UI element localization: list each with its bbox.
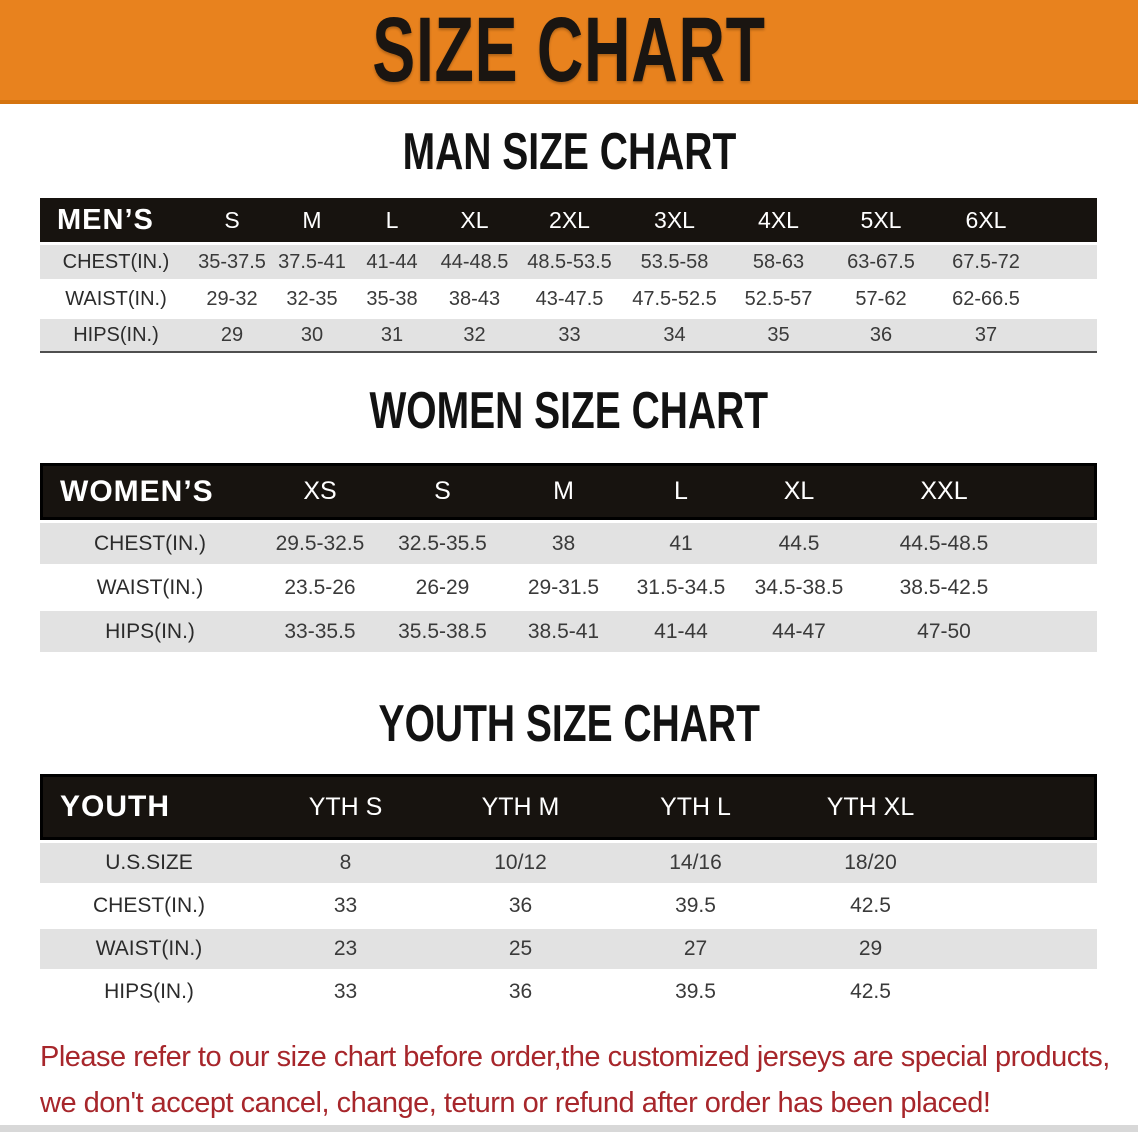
size-value: 67.5-72	[932, 242, 1040, 279]
size-value: 63-67.5	[830, 242, 932, 279]
size-column-header: M	[505, 463, 622, 520]
size-value: 58-63	[727, 242, 830, 279]
size-value: 8	[258, 840, 433, 883]
size-value: 38.5-41	[505, 608, 622, 652]
size-value: 44-48.5	[432, 242, 517, 279]
size-value: 23	[258, 926, 433, 969]
row-label: U.S.SIZE	[40, 840, 258, 883]
size-value: 42.5	[783, 883, 958, 926]
filler-cell	[1030, 564, 1097, 608]
size-value: 33	[258, 969, 433, 1012]
size-header-row	[40, 198, 1097, 242]
size-value: 41-44	[622, 608, 740, 652]
size-column-header: YTH S	[258, 774, 433, 840]
size-value: 27	[608, 926, 783, 969]
size-header-row	[40, 463, 1097, 520]
size-value: 31	[352, 316, 432, 353]
section-heading	[0, 695, 1138, 753]
filler-cell	[1030, 463, 1097, 520]
size-column-header: S	[380, 463, 505, 520]
section-heading	[0, 123, 1138, 181]
section-heading	[0, 382, 1138, 440]
size-value: 30	[272, 316, 352, 353]
disclaimer-line-2: we don't accept cancel, change, teturn or refund after order has been placed!	[40, 1087, 991, 1119]
size-value: 48.5-53.5	[517, 242, 622, 279]
filler-cell	[1040, 279, 1097, 316]
size-value: 38	[505, 520, 622, 564]
size-section-1	[0, 382, 1138, 652]
filler-cell	[1030, 608, 1097, 652]
table-group-label: WOMEN’S	[40, 463, 260, 520]
size-column-header: YTH M	[433, 774, 608, 840]
size-section-2	[0, 695, 1138, 1012]
section-heading-text: YOUTH SIZE CHART	[378, 695, 760, 753]
size-value: 10/12	[433, 840, 608, 883]
measurement-row	[40, 926, 1097, 969]
disclaimer-line-1: Please refer to our size chart before order,the customized jerseys are special products,	[40, 1041, 1110, 1073]
size-value: 62-66.5	[932, 279, 1040, 316]
size-table	[40, 463, 1097, 652]
size-value: 29-32	[192, 279, 272, 316]
size-value: 42.5	[783, 969, 958, 1012]
table-group-label: MEN’S	[40, 198, 192, 242]
measurement-row	[40, 969, 1097, 1012]
size-value: 35.5-38.5	[380, 608, 505, 652]
row-label: HIPS(IN.)	[40, 969, 258, 1012]
size-value: 33-35.5	[260, 608, 380, 652]
measurement-row	[40, 242, 1097, 279]
filler-cell	[1040, 242, 1097, 279]
size-column-header: XL	[432, 198, 517, 242]
size-value: 34	[622, 316, 727, 353]
disclaimer-text	[40, 1034, 1138, 1126]
size-column-header: XL	[740, 463, 858, 520]
row-label: WAIST(IN.)	[40, 279, 192, 316]
title-banner	[0, 0, 1138, 104]
size-value: 36	[433, 883, 608, 926]
size-value: 23.5-26	[260, 564, 380, 608]
row-label: CHEST(IN.)	[40, 883, 258, 926]
measurement-row	[40, 279, 1097, 316]
row-label: HIPS(IN.)	[40, 316, 192, 353]
size-value: 35-38	[352, 279, 432, 316]
size-value: 32-35	[272, 279, 352, 316]
size-value: 52.5-57	[727, 279, 830, 316]
size-value: 35-37.5	[192, 242, 272, 279]
row-label: WAIST(IN.)	[40, 564, 260, 608]
size-value: 37	[932, 316, 1040, 353]
measurement-row	[40, 608, 1097, 652]
size-value: 37.5-41	[272, 242, 352, 279]
measurement-row	[40, 316, 1097, 353]
size-value: 43-47.5	[517, 279, 622, 316]
size-value: 29-31.5	[505, 564, 622, 608]
size-value: 38.5-42.5	[858, 564, 1030, 608]
measurement-row	[40, 883, 1097, 926]
size-column-header: YTH XL	[783, 774, 958, 840]
sections-container	[0, 123, 1138, 1012]
size-value: 39.5	[608, 969, 783, 1012]
size-section-0	[0, 123, 1138, 353]
size-column-header: 3XL	[622, 198, 727, 242]
size-value: 57-62	[830, 279, 932, 316]
size-value: 34.5-38.5	[740, 564, 858, 608]
size-value: 39.5	[608, 883, 783, 926]
size-value: 47-50	[858, 608, 1030, 652]
size-table	[40, 774, 1097, 1012]
size-column-header: L	[352, 198, 432, 242]
size-value: 29.5-32.5	[260, 520, 380, 564]
row-label: WAIST(IN.)	[40, 926, 258, 969]
size-value: 41	[622, 520, 740, 564]
size-value: 29	[783, 926, 958, 969]
size-value: 32	[432, 316, 517, 353]
filler-cell	[958, 883, 1097, 926]
filler-cell	[958, 840, 1097, 883]
size-column-header: M	[272, 198, 352, 242]
size-value: 41-44	[352, 242, 432, 279]
size-value: 26-29	[380, 564, 505, 608]
size-column-header: 2XL	[517, 198, 622, 242]
size-value: 44.5	[740, 520, 858, 564]
size-value: 14/16	[608, 840, 783, 883]
measurement-row	[40, 840, 1097, 883]
filler-cell	[1040, 316, 1097, 353]
size-value: 25	[433, 926, 608, 969]
size-value: 32.5-35.5	[380, 520, 505, 564]
size-column-header: S	[192, 198, 272, 242]
size-value: 33	[517, 316, 622, 353]
size-value: 36	[433, 969, 608, 1012]
size-value: 38-43	[432, 279, 517, 316]
size-column-header: 5XL	[830, 198, 932, 242]
size-value: 53.5-58	[622, 242, 727, 279]
size-value: 18/20	[783, 840, 958, 883]
filler-cell	[958, 926, 1097, 969]
section-heading-text: MAN SIZE CHART	[402, 123, 736, 181]
measurement-row	[40, 564, 1097, 608]
filler-cell	[1030, 520, 1097, 564]
row-label: CHEST(IN.)	[40, 242, 192, 279]
size-column-header: 4XL	[727, 198, 830, 242]
size-value: 35	[727, 316, 830, 353]
size-value: 33	[258, 883, 433, 926]
size-column-header: YTH L	[608, 774, 783, 840]
measurement-row	[40, 520, 1097, 564]
size-value: 36	[830, 316, 932, 353]
table-group-label: YOUTH	[40, 774, 258, 840]
filler-cell	[1040, 198, 1097, 242]
size-value: 44.5-48.5	[858, 520, 1030, 564]
size-table	[40, 198, 1097, 353]
size-value: 47.5-52.5	[622, 279, 727, 316]
bottom-edge-strip	[0, 1125, 1138, 1132]
row-label: HIPS(IN.)	[40, 608, 260, 652]
filler-cell	[958, 969, 1097, 1012]
size-column-header: 6XL	[932, 198, 1040, 242]
size-header-row	[40, 774, 1097, 840]
filler-cell	[958, 774, 1097, 840]
row-label: CHEST(IN.)	[40, 520, 260, 564]
size-column-header: XS	[260, 463, 380, 520]
page-title: SIZE CHART	[372, 0, 766, 101]
section-heading-text: WOMEN SIZE CHART	[369, 382, 769, 440]
size-value: 31.5-34.5	[622, 564, 740, 608]
size-column-header: XXL	[858, 463, 1030, 520]
size-value: 44-47	[740, 608, 858, 652]
size-column-header: L	[622, 463, 740, 520]
size-value: 29	[192, 316, 272, 353]
